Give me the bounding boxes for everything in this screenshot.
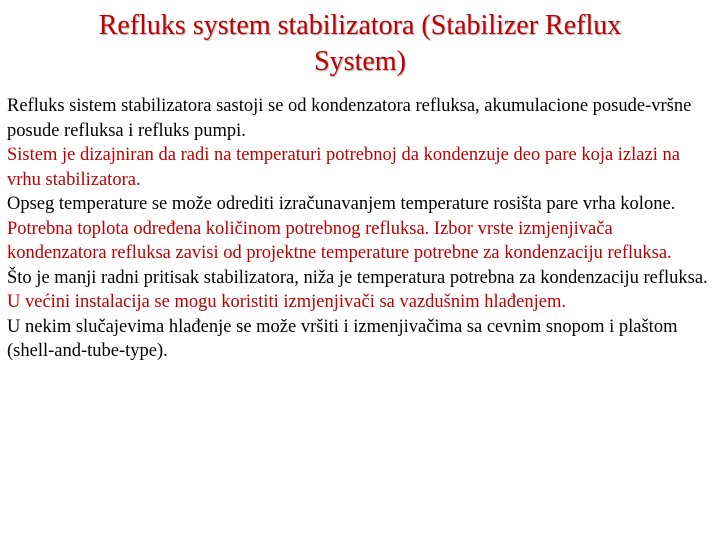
paragraph-operating-pressure: Što je manji radni pritisak stabilizatora, niža je temperatura potrebna za kondenzaciju refluksa. [7,267,708,288]
paragraph-design-temperature: Sistem je dizajniran da radi na temperaturi potrebnoj da kondenzuje deo pare koja izlazi na vrhu stabilizatora. [7,145,680,190]
slide-title-line-1: Refluks system stabilizatora (Stabilizer Reflux [98,10,622,41]
slide-title [20,8,700,80]
paragraph-air-cooled-exchangers: U većini instalacija se mogu koristiti izmjenjivači sa vazdušnim hlađenjem. [7,292,566,312]
slide-body [7,94,715,364]
paragraph-required-heat: Potrebna toplota određena količinom potrebnog refluksa. Izbor vrste izmjenjivača kondenzatora refluksa zavisi od projektne temperature potrebne za kondenzaciju refluksa. [7,218,672,263]
slide-title-line-2: System) [314,46,406,77]
paragraph-reflux-system-components: Refluks sistem stabilizatora sastoji se od kondenzatora refluksa, akumulacione posude-vršne posude refluksa i refluks pumpi. [7,96,692,141]
paragraph-shell-and-tube: U nekim slučajevima hlađenje se može vršiti i izmenjivačima sa cevnim snopom i plaštom (shell-and-tube-type). [7,316,678,361]
paragraph-temperature-range: Opseg temperature se može odrediti izračunavanjem temperature rosišta pare vrha kolone. [7,194,676,214]
